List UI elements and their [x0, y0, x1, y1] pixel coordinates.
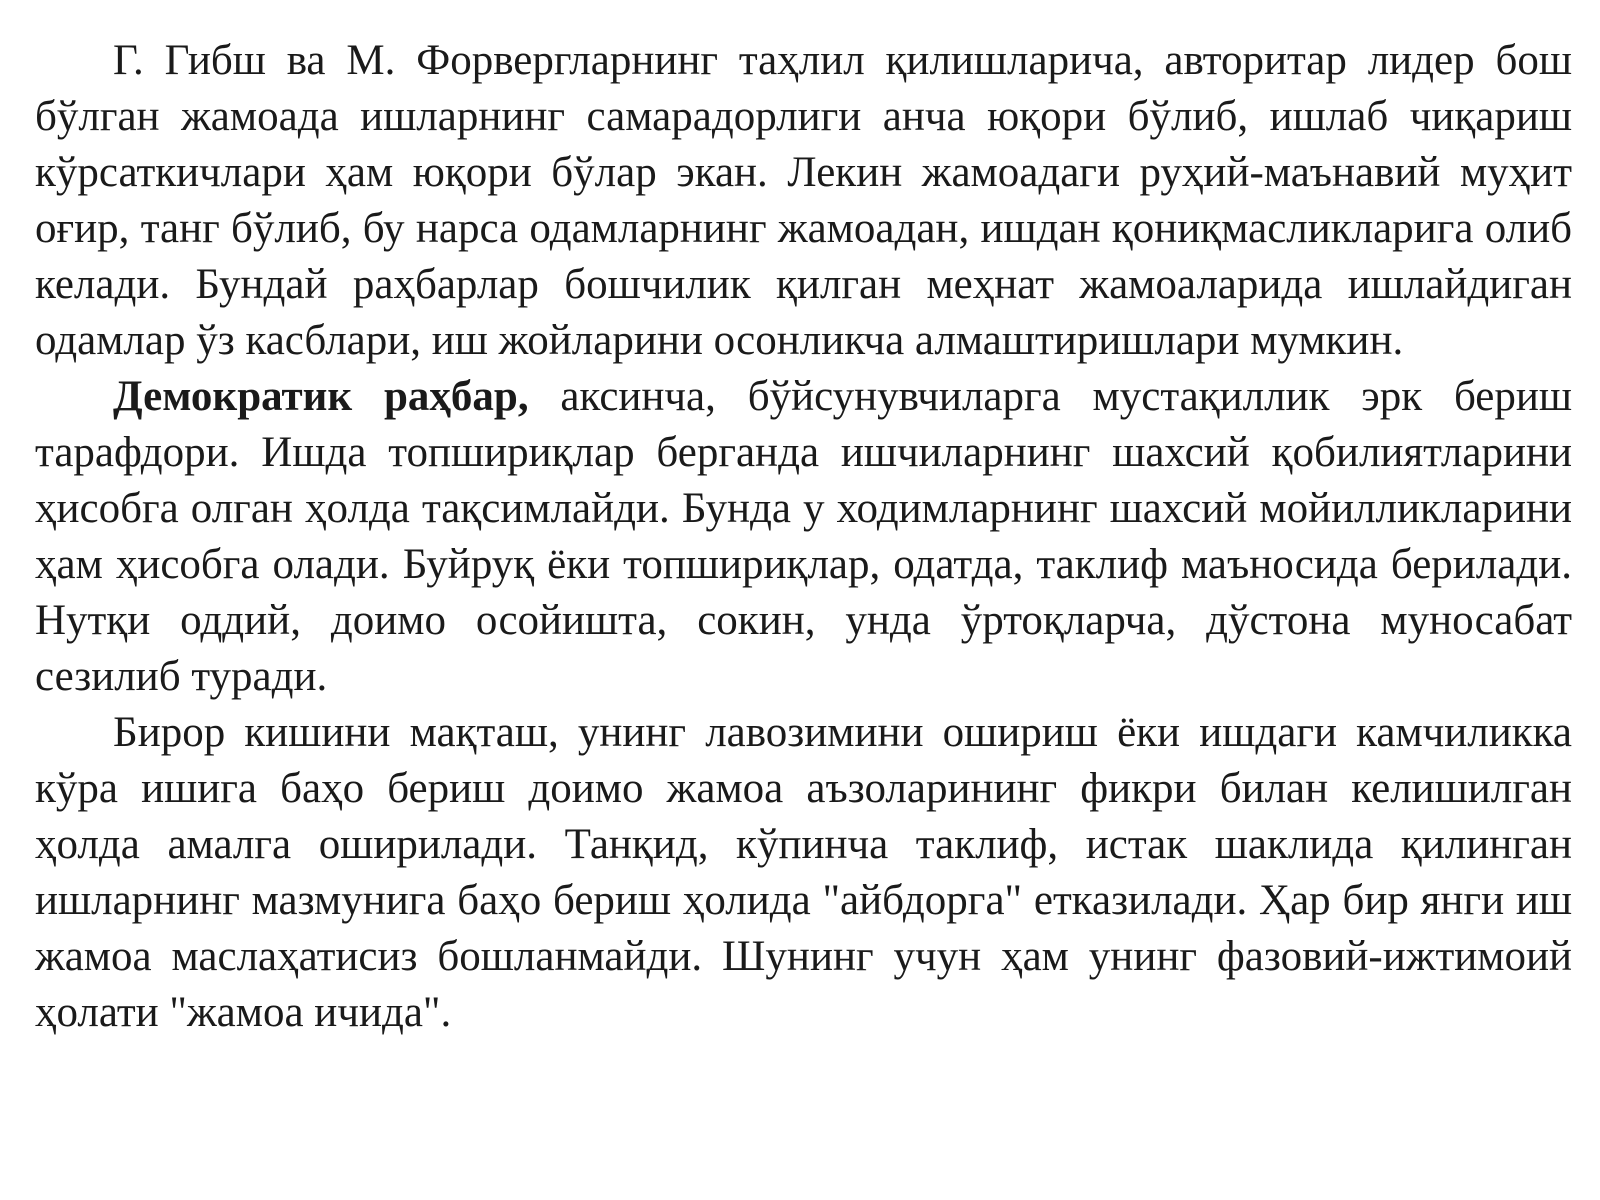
- bold-term-democratic-leader: Демократик раҳбар,: [113, 373, 529, 420]
- paragraph-text: аксинча, бўйсунувчиларга мустақиллик эрк бериш тарафдори. Ишда топшириқлар берганда ишчиларнинг шахсий қобилиятларини ҳисобга олган ҳолда тақсимлайди. Бунда у ходимларнинг шахсий мойилликларини ҳам ҳисобга олади. Буйруқ ёки топшириқлар, одатда, таклиф маъносида берилади. Нутқи оддий, доимо осойишта, сокин, унда ўртоқларча, дўстона муносабат сезилиб туради.: [35, 373, 1572, 700]
- paragraph-text: Г. Гибш ва М. Форвергларнинг таҳлил қилишларича, авторитар лидер бош бўлган жамоада ишларнинг самарадорлиги анча юқори бўлиб, ишлаб чиқариш кўрсаткичлари ҳам юқори бўлар экан. Лекин жамоадаги руҳий-маънавий муҳит оғир, танг бўлиб, бу нарса одамларнинг жамоадан, ишдан қониқмасликларига олиб келади. Бундай раҳбарлар бошчилик қилган меҳнат жамоаларида ишлайдиган одамлар ўз касблари, иш жойларини осонликча алмаштиришлари мумкин.: [35, 37, 1572, 364]
- paragraph-text: Бирор кишини мақташ, унинг лавозимини ошириш ёки ишдаги камчиликка кўра ишига баҳо бериш доимо жамоа аъзоларининг фикри билан келишилган ҳолда амалга оширилади. Танқид, кўпинча таклиф, истак шаклида қилинган ишларнинг мазмунига баҳо бериш ҳолида "айбдорга" етказилади. Ҳар бир янги иш жамоа маслаҳатисиз бошланмайди. Шунинг учун ҳам унинг фазовий-ижтимоий ҳолати "жамоа ичида".: [35, 709, 1572, 1036]
- paragraph-collective-decisions: [35, 705, 1572, 1041]
- paragraph-authoritarian-leader: [35, 33, 1572, 369]
- paragraph-democratic-leader: [35, 369, 1572, 705]
- document-body: [35, 33, 1572, 1041]
